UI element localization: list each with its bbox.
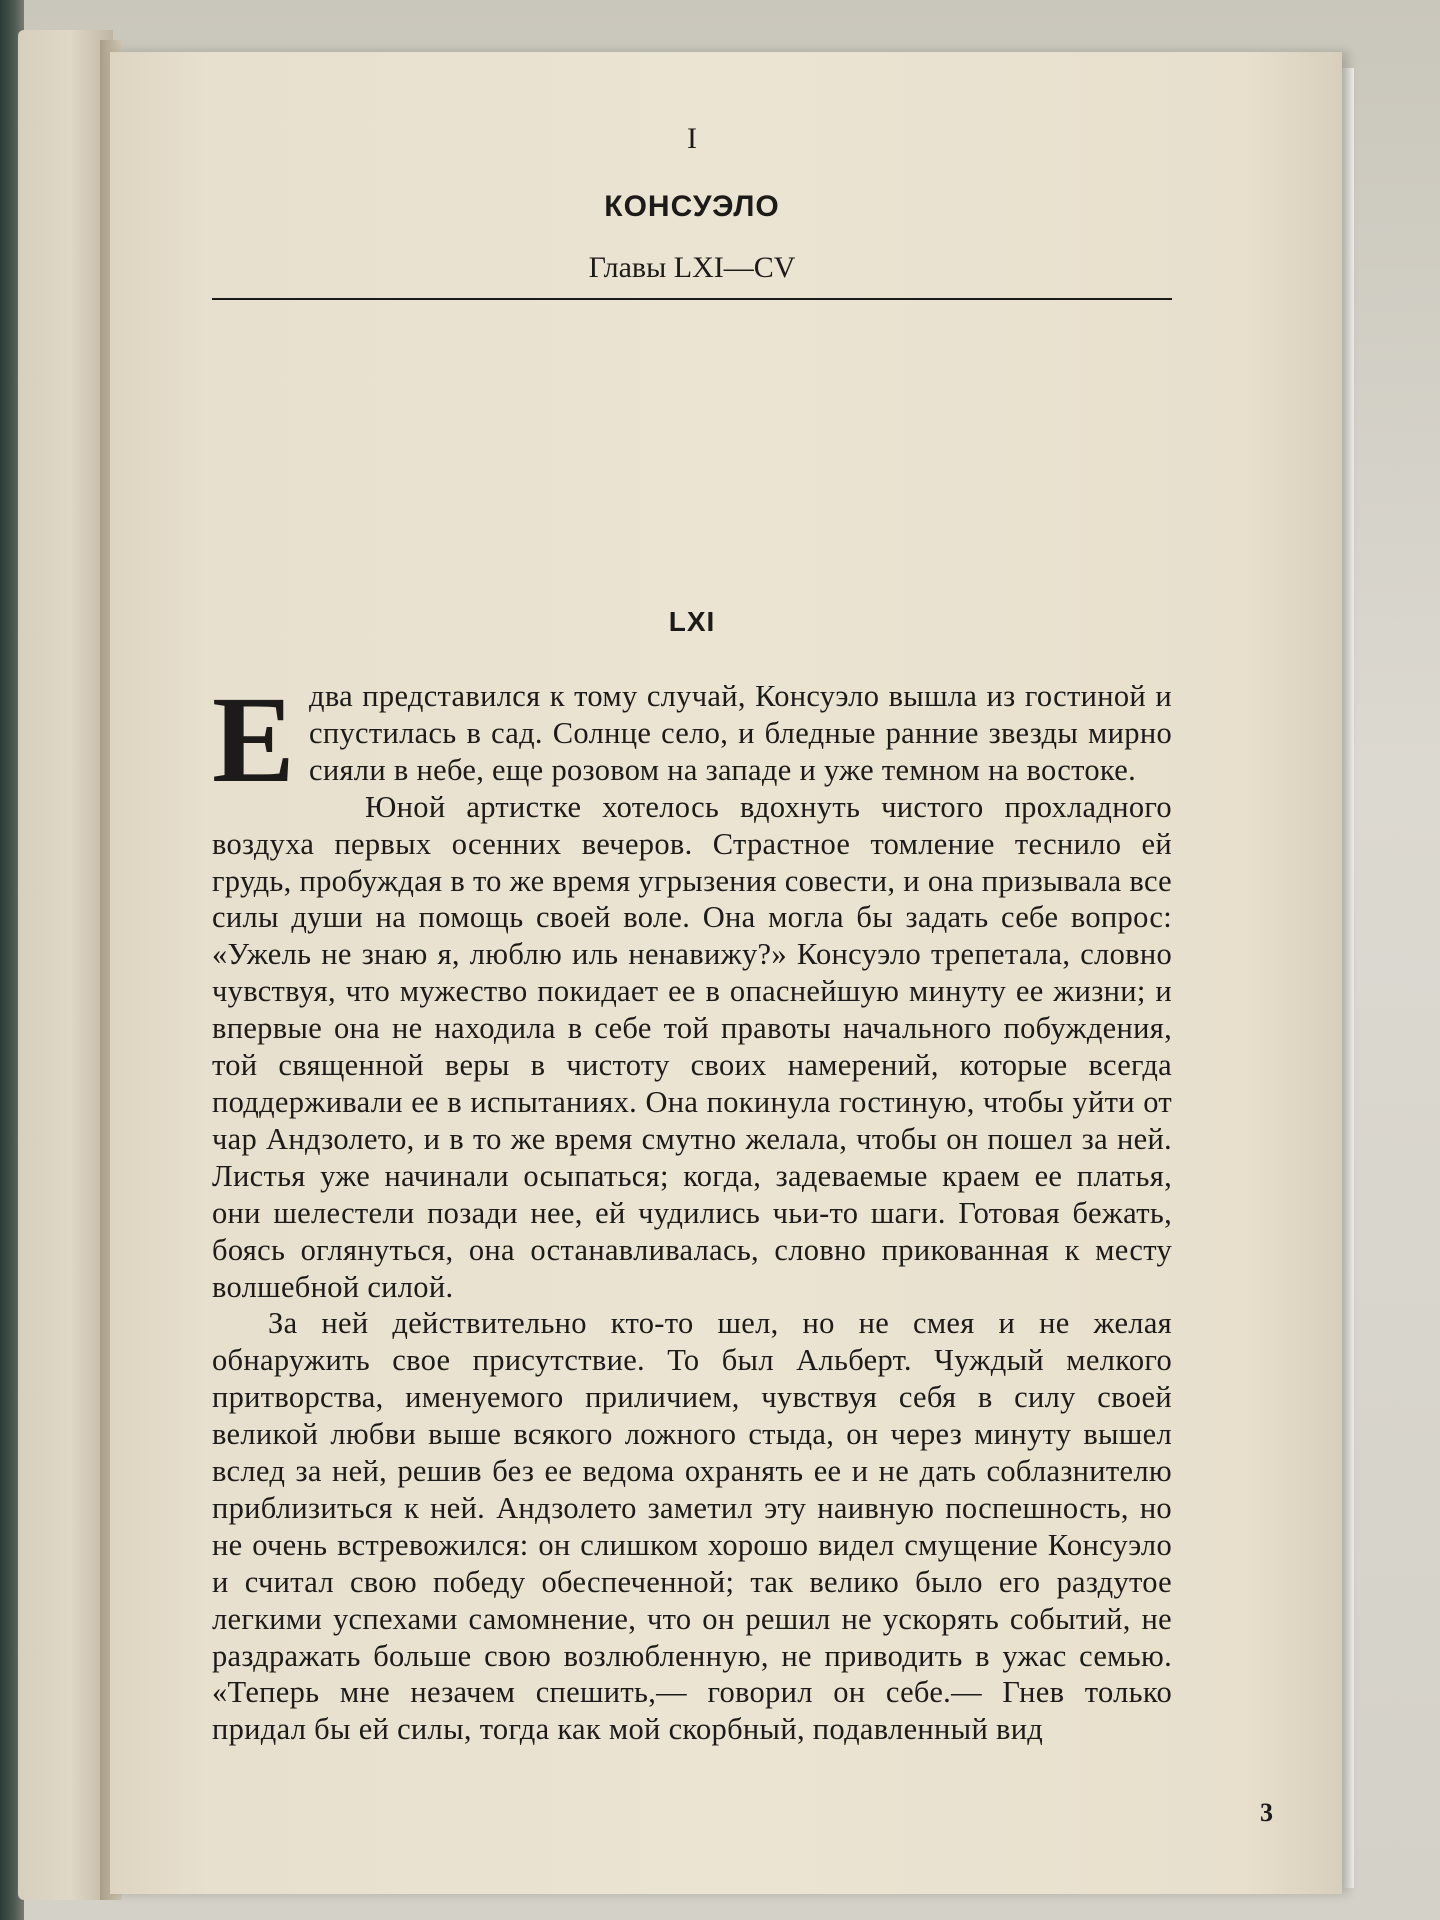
paragraph-1 — [212, 671, 1172, 808]
page-content — [212, 120, 1172, 1747]
left-page-edge — [18, 30, 113, 1900]
drop-cap-letter: Е — [212, 671, 296, 808]
part-number: I — [687, 122, 697, 155]
paragraph-1-text: два представился к тому случай, Консуэло вышла из гостиной и спустилась в сад. Солнце село, и бледные ранние звезды мирно сияли в небе, еще розовом на западе и уже темном на востоке. — [309, 679, 1172, 787]
page-number: 3 — [1260, 1798, 1273, 1827]
paragraph-3: За ней действительно кто-то шел, но не смея и не желая обнаружить свое присутствие. То был Альберт. Чуждый мелкого притворства, именуемого приличием, чувствуя себя в силу своей великой любви выше всякого ложного стыда, он через минуту вышел вслед за ней, решив без ее ведома охранять ее и не дать соблазнителю приблизиться к ней. Андзолето заметил эту наивную поспешность, но не очень встревожился: он слишком хорошо видел смущение Консуэло и считал свою победу обеспеченной; так велико было его раздутое легкими успехами самомнение, что он решил не ускорять событий, не раздражать больше свою возлюбленную, не приводить в ужас семью. «Теперь мне незачем спешить,— говорил он себе.— Гнев только придал бы ей силы, тогда как мой скорбный, подавленный вид — [212, 1306, 1172, 1747]
paragraph-2: Юной артистке хотелось вдохнуть чистого прохладного воздуха первых осенних вечеров. Страстное томление теснило ей грудь, пробуждая в то же время угрызения совести, и она призывала все силы души на помощь своей воле. Она могла бы задать себе вопрос: «Ужель не знаю я, люблю иль ненавижу?» Консуэло трепетала, словно чувствуя, что мужество покидает ее в опаснейшую минуту ее жизни; и впервые она не находила в себе той правоты начального побуждения, той священной веры в чистоту своих намерений, которые всегда поддерживали ее в испытаниях. Она покинула гостиную, чтобы уйти от чар Андзолето, и в то же время смутно желала, чтобы он пошел за ней. Листья уже начинали осыпаться; когда, задеваемые краем ее платья, они шелестели позади нее, ей чудились чьи-то шаги. Готовая бежать, боясь оглянуться, она останавливалась, словно прикованная к месту волшебной силой. — [212, 789, 1172, 1304]
chapter-heading: LXI — [668, 606, 716, 637]
book-page — [110, 52, 1342, 1894]
chapters-range: Главы LXI—CV — [588, 251, 796, 284]
chapter-body — [212, 671, 1172, 1748]
header-rule — [212, 298, 1172, 300]
book-title: КОНСУЭЛО — [604, 190, 780, 223]
right-page-edges — [1340, 68, 1354, 1888]
